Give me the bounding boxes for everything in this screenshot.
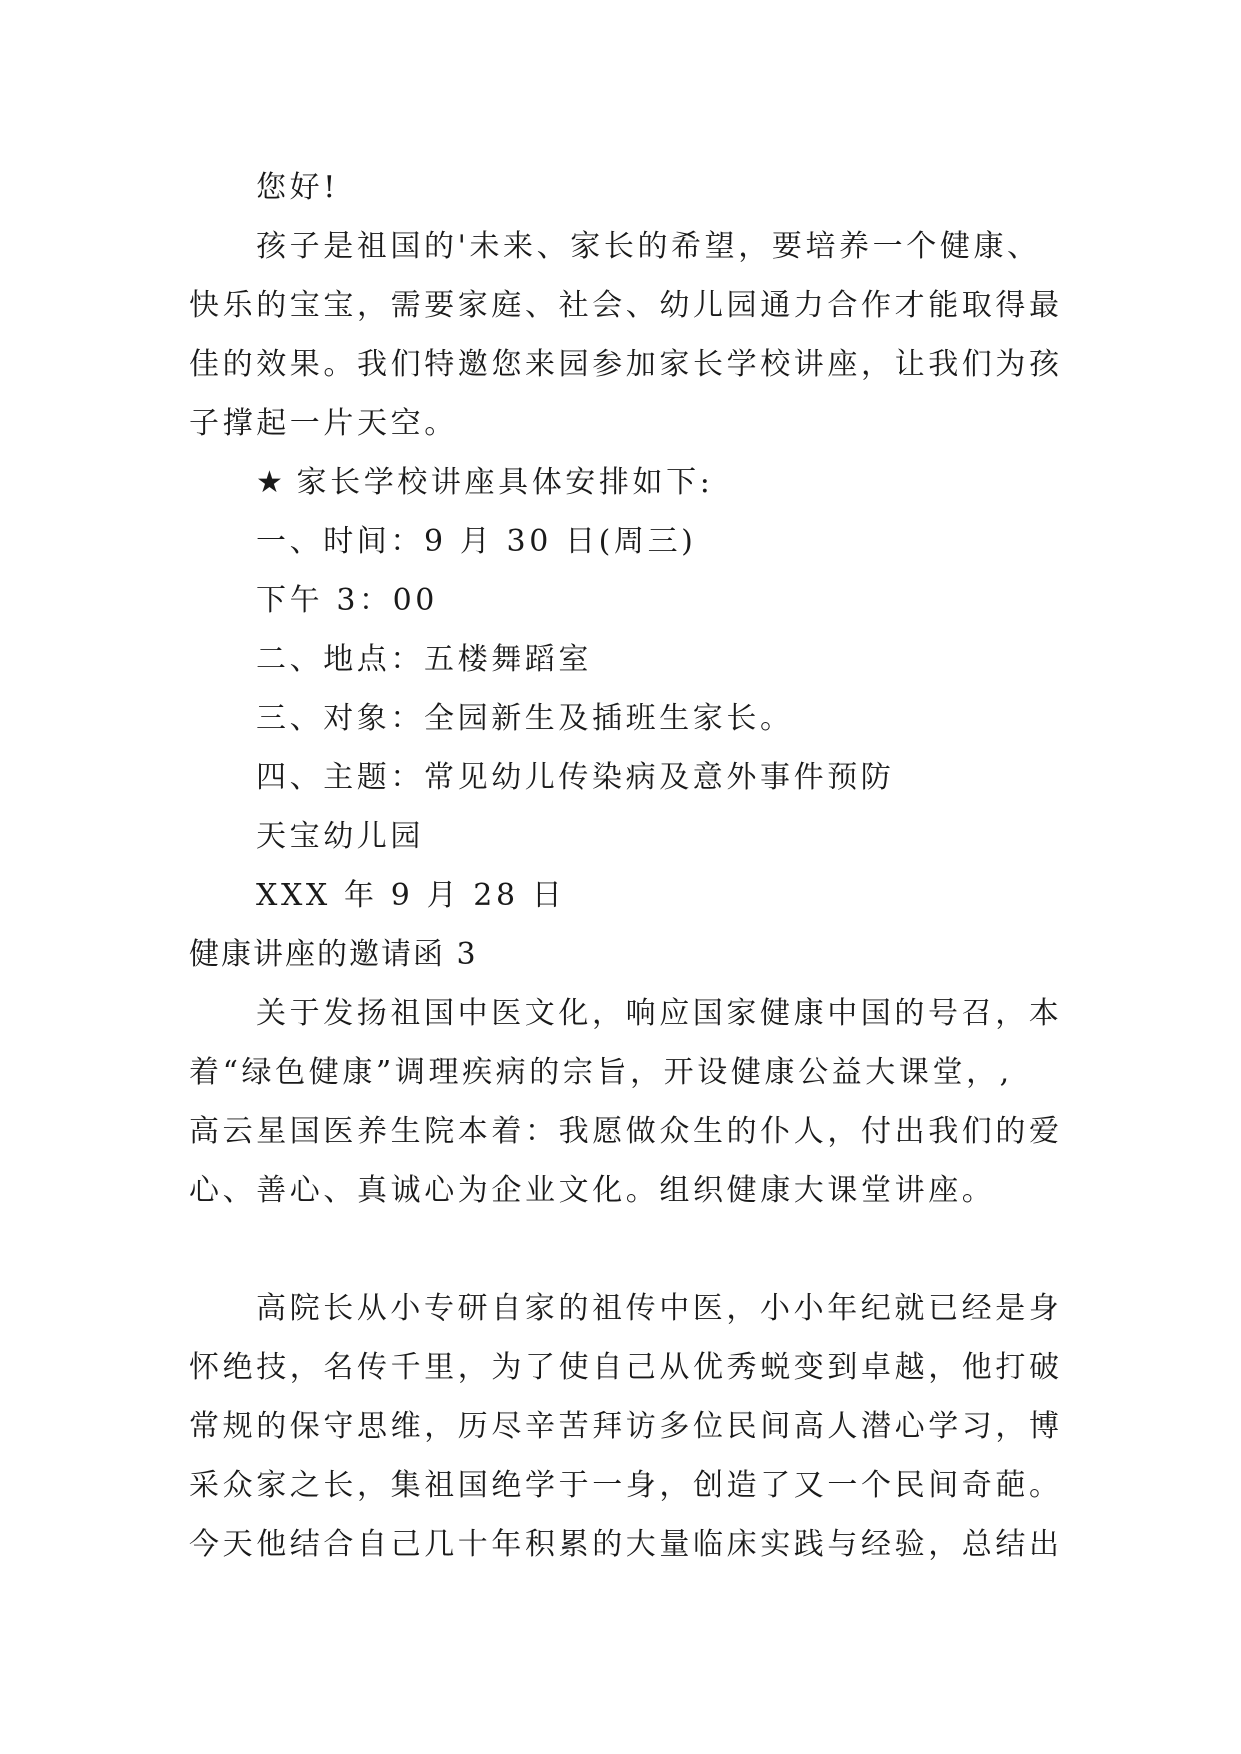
paragraph-spacer [189,1220,1051,1279]
time-line: 一、时间：9 月 30 日(周三) [256,524,697,559]
body-line-1: 孩子是祖国的'未来、家长的希望，要培养一个健康、 [256,229,1041,264]
topic-line: 四、主题：常见幼儿传染病及意外事件预防 [256,760,895,795]
place-line: 二、地点：五楼舞蹈室 [256,642,592,677]
paragraph1-line-3: 高云星国医养生院本着：我愿做众生的仆人，付出我们的爱 [189,1114,1063,1149]
section-heading: 健康讲座的邀请函 3 [189,937,478,972]
paragraph2-line-4: 采众家之长，集祖国绝学于一身，创造了又一个民间奇葩。 [189,1468,1063,1503]
audience-line: 三、对象：全园新生及插班生家长。 [256,701,794,736]
star-icon: ★ [256,465,287,500]
schedule-heading [189,453,1051,512]
paragraph2-line-3: 常规的保守思维，历尽辛苦拜访多位民间高人潜心学习，博 [189,1409,1063,1444]
paragraph1-line-1: 关于发扬祖国中医文化，响应国家健康中国的号召，本 [256,996,1063,1031]
body-line-2: 快乐的宝宝，需要家庭、社会、幼儿园通力合作才能取得最 [189,288,1063,323]
paragraph2-line-5: 今天他结合自己几十年积累的大量临床实践与经验，总结出 [189,1527,1063,1562]
letter-date: XXX 年 9 月 28 日 [256,878,566,913]
paragraph2-line-2: 怀绝技，名传千里，为了使自己从优秀蜕变到卓越，他打破 [189,1350,1063,1385]
signature: 天宝幼儿园 [256,819,424,854]
time-detail: 下午 3：00 [256,583,438,618]
paragraph1-line-4: 心、善心、真诚心为企业文化。组织健康大课堂讲座。 [189,1173,996,1208]
body-line-3: 佳的效果。我们特邀您来园参加家长学校讲座，让我们为孩 [189,347,1063,382]
body-line-4: 子撑起一片天空。 [189,406,458,441]
paragraph2-line-1: 高院长从小专研自家的祖传中医，小小年纪就已经是身 [256,1291,1063,1326]
greeting: 您好! [256,170,339,205]
paragraph1-line-2: 着“绿色健康”调理疾病的宗旨，开设健康公益大课堂，, [189,1055,1013,1090]
document-content [189,158,1063,1574]
schedule-title: 家长学校讲座具体安排如下: [296,465,714,500]
